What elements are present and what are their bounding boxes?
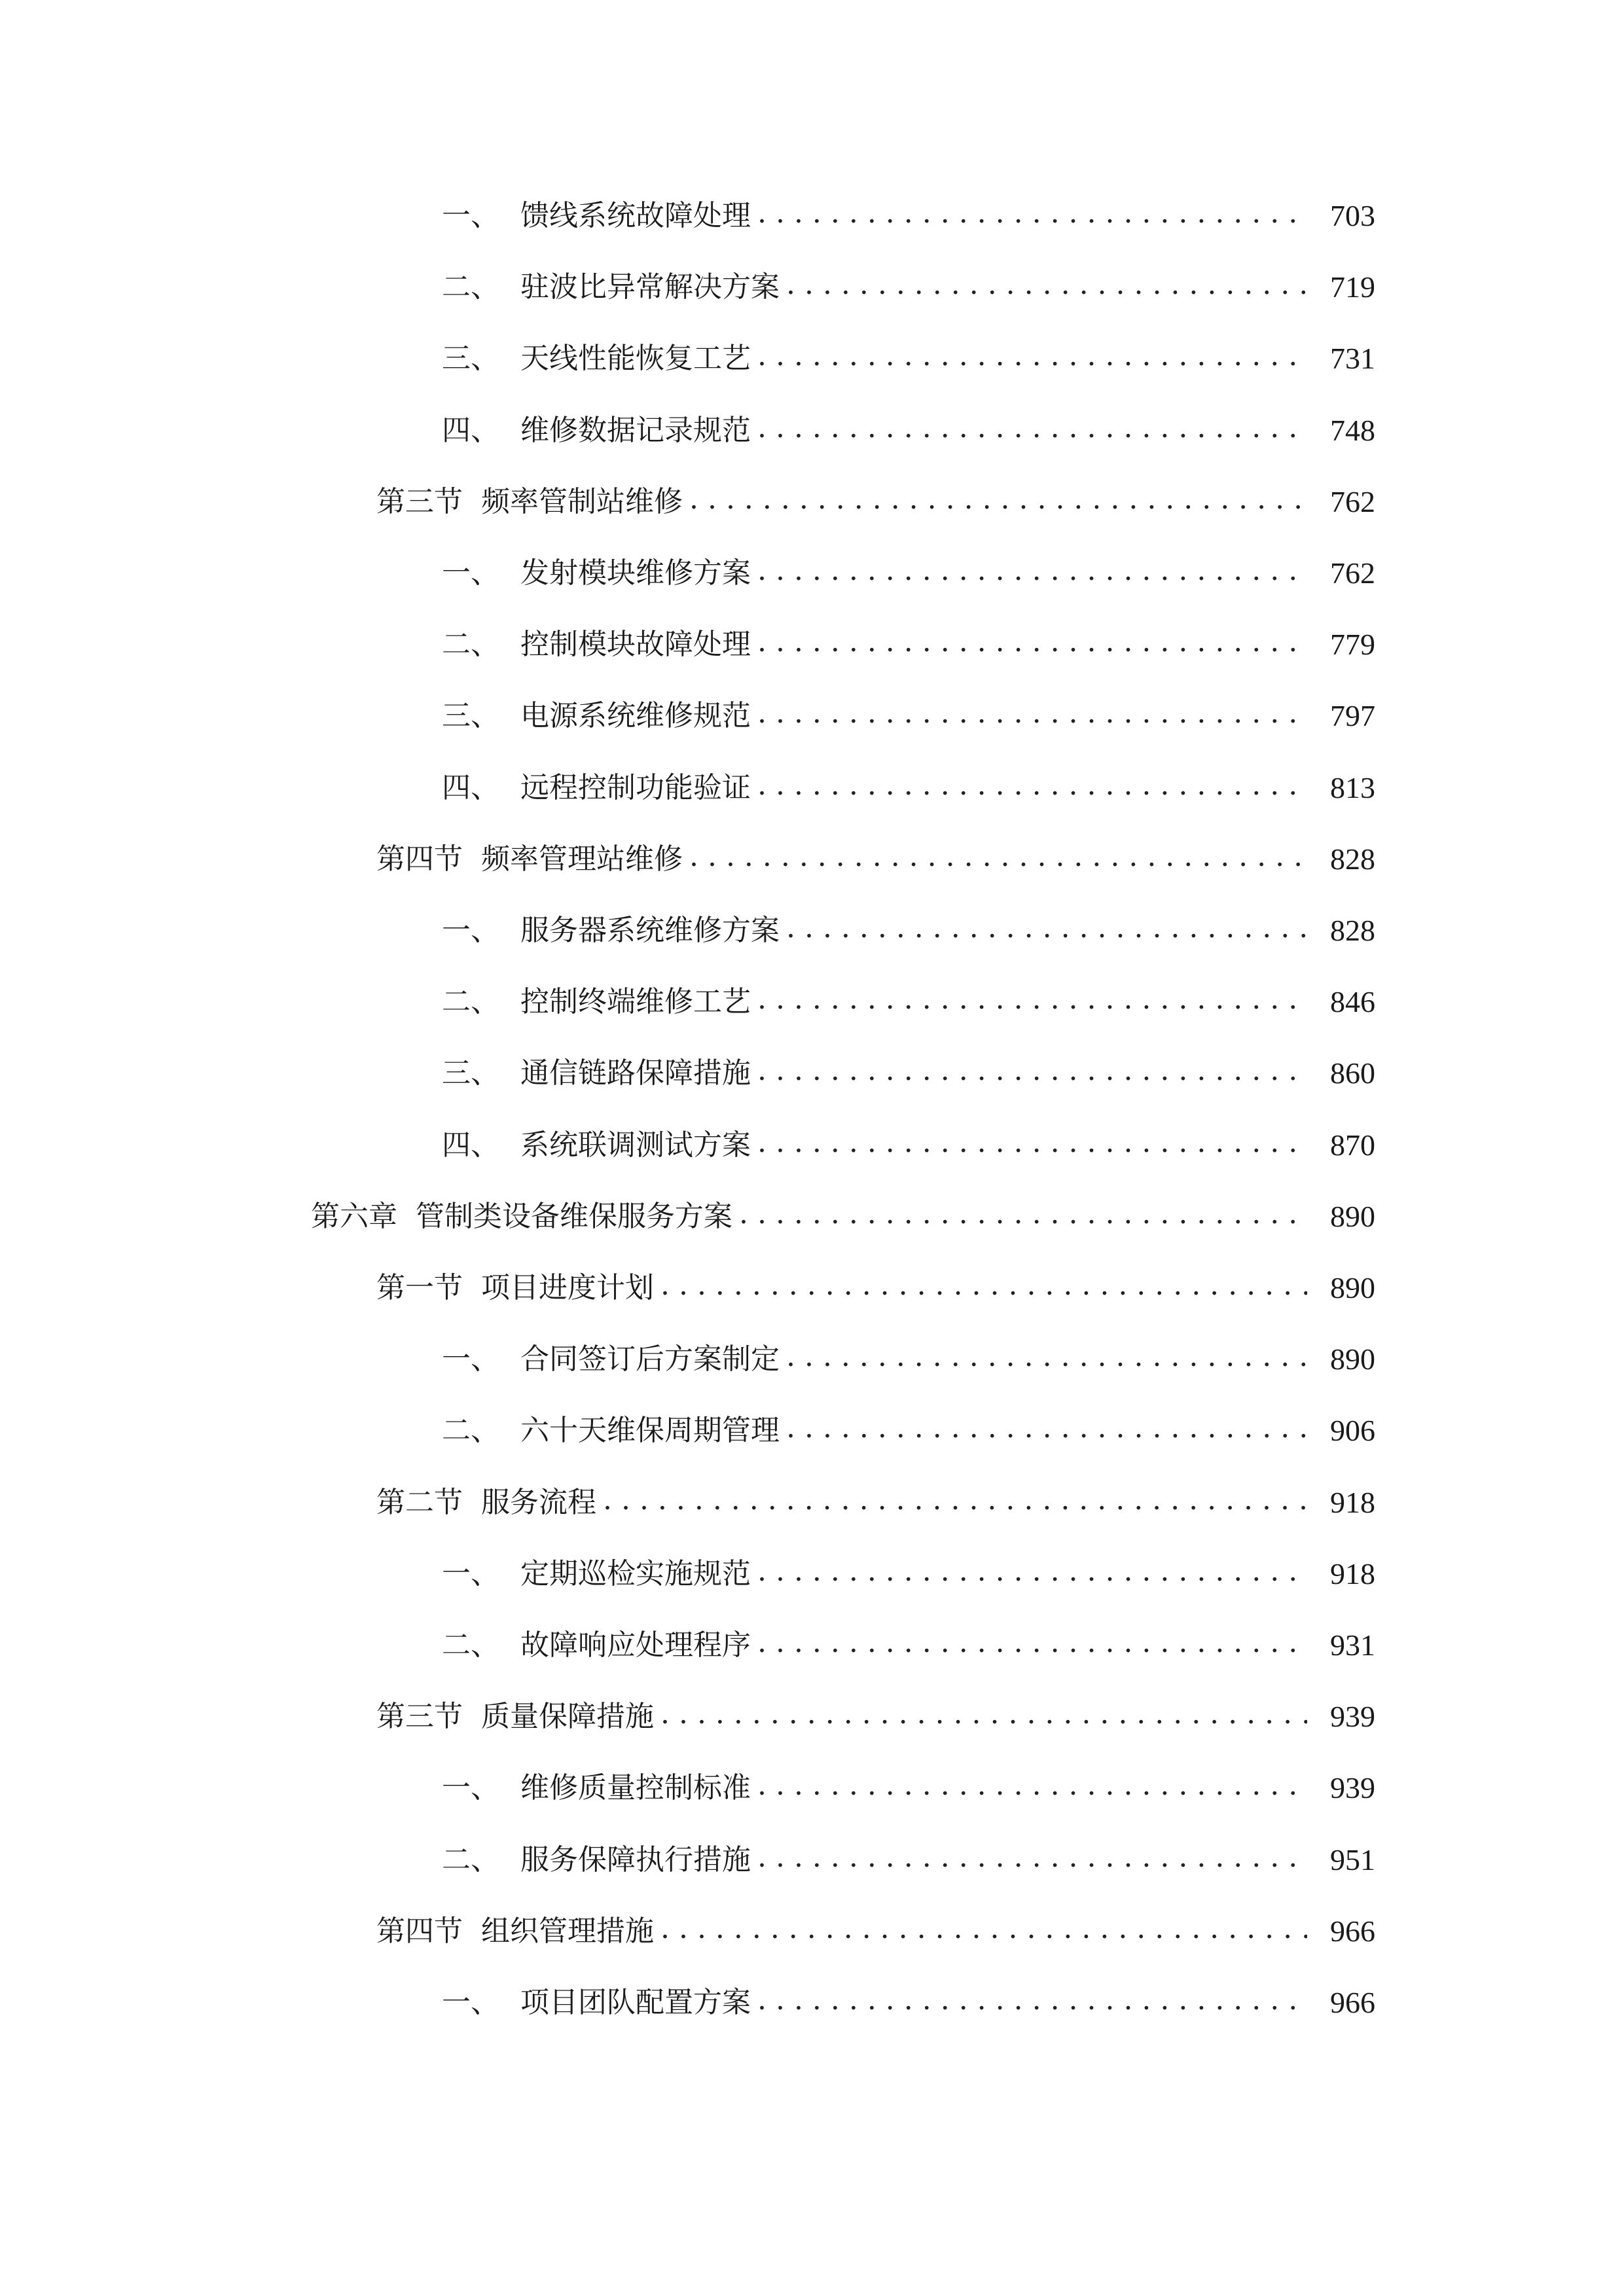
toc-entry-page-number: 797 — [1330, 699, 1375, 732]
toc-entry-page-number: 748 — [1330, 414, 1375, 447]
toc-entry-title: 天线性能恢复工艺 — [520, 342, 751, 375]
toc-entry-item[interactable] — [442, 1626, 1375, 1665]
toc-dot-leader — [757, 1838, 1307, 1877]
toc-entry-item[interactable] — [442, 768, 1375, 808]
toc-entry-title: 定期巡检实施规范 — [520, 1557, 751, 1590]
toc-entry-item[interactable] — [442, 1554, 1375, 1594]
toc-entry-page-number: 951 — [1330, 1843, 1375, 1876]
toc-entry-marker: 二、 — [442, 1414, 499, 1447]
toc-dot-leader — [660, 1266, 1307, 1305]
toc-entry-chapter[interactable] — [311, 1197, 1375, 1236]
toc-entry-item[interactable] — [442, 268, 1375, 307]
toc-entry-item[interactable] — [442, 911, 1375, 950]
toc-entry-marker: 第四节 — [376, 1914, 463, 1948]
toc-entry-page-number: 870 — [1330, 1128, 1375, 1162]
toc-entry-section[interactable] — [376, 1697, 1375, 1736]
toc-entry-item[interactable] — [442, 1840, 1375, 1880]
toc-entry-title: 维修数据记录规范 — [520, 414, 751, 447]
toc-entry-page-number: 703 — [1330, 199, 1375, 232]
toc-dot-leader — [757, 1123, 1307, 1162]
toc-entry-title: 服务保障执行措施 — [520, 1843, 751, 1876]
toc-entry-section[interactable] — [376, 482, 1375, 522]
toc-dot-leader — [689, 837, 1307, 876]
toc-entry-page-number: 762 — [1330, 556, 1375, 590]
toc-entry-marker: 一、 — [442, 199, 499, 232]
toc-entry-title: 故障响应处理程序 — [520, 1628, 751, 1662]
toc-entry-title: 频率管制站维修 — [481, 485, 683, 518]
toc-entry-item[interactable] — [442, 625, 1375, 664]
toc-entry-marker: 二、 — [442, 270, 499, 304]
toc-dot-leader — [689, 480, 1307, 519]
toc-entry-title: 控制模块故障处理 — [520, 628, 751, 661]
toc-dot-leader — [757, 1981, 1307, 2020]
toc-entry-item[interactable] — [442, 339, 1375, 378]
toc-entry-marker: 一、 — [442, 914, 499, 947]
toc-entry-page-number: 890 — [1330, 1200, 1375, 1233]
toc-entry-title: 维修质量控制标准 — [520, 1771, 751, 1804]
toc-entry-marker: 第四节 — [376, 842, 463, 876]
toc-entry-page-number: 779 — [1330, 628, 1375, 661]
toc-entry-marker: 一、 — [442, 1986, 499, 2019]
toc-entry-item[interactable] — [442, 1340, 1375, 1379]
toc-dot-leader — [757, 1623, 1307, 1662]
toc-entry-title: 项目进度计划 — [481, 1271, 654, 1304]
toc-entry-item[interactable] — [442, 1983, 1375, 2022]
toc-entry-item[interactable] — [442, 411, 1375, 450]
toc-entry-marker: 二、 — [442, 628, 499, 661]
toc-entry-marker: 二、 — [442, 1628, 499, 1662]
toc-entry-item[interactable] — [442, 696, 1375, 736]
toc-entry-page-number: 890 — [1330, 1271, 1375, 1304]
toc-dot-leader — [786, 1337, 1307, 1376]
toc-entry-marker: 第三节 — [376, 1700, 463, 1733]
toc-dot-leader — [739, 1194, 1307, 1234]
toc-dot-leader — [660, 1909, 1307, 1948]
toc-entry-page-number: 719 — [1330, 270, 1375, 304]
toc-entry-title: 系统联调测试方案 — [520, 1128, 751, 1162]
toc-entry-page-number: 846 — [1330, 985, 1375, 1018]
toc-entry-title: 远程控制功能验证 — [520, 771, 751, 804]
toc-entry-marker: 四、 — [442, 1128, 499, 1162]
toc-entry-marker: 四、 — [442, 771, 499, 804]
toc-entry-title: 项目团队配置方案 — [520, 1986, 751, 2019]
toc-entry-section[interactable] — [376, 1483, 1375, 1522]
toc-dot-leader — [757, 194, 1307, 233]
toc-dot-leader — [757, 622, 1307, 662]
toc-entry-marker: 一、 — [442, 1771, 499, 1804]
toc-entry-marker: 第二节 — [376, 1486, 463, 1519]
toc-dot-leader — [603, 1480, 1307, 1520]
toc-dot-leader — [757, 980, 1307, 1019]
toc-entry-page-number: 828 — [1330, 842, 1375, 876]
toc-entry-marker: 第三节 — [376, 485, 463, 518]
toc-entry-marker: 二、 — [442, 1843, 499, 1876]
toc-entry-page-number: 890 — [1330, 1342, 1375, 1376]
toc-entry-title: 控制终端维修工艺 — [520, 985, 751, 1018]
toc-entry-marker: 二、 — [442, 985, 499, 1018]
toc-entry-page-number: 939 — [1330, 1771, 1375, 1804]
toc-dot-leader — [660, 1695, 1307, 1734]
toc-entry-page-number: 906 — [1330, 1414, 1375, 1447]
toc-entry-page-number: 939 — [1330, 1700, 1375, 1733]
toc-entry-item[interactable] — [442, 1411, 1375, 1450]
toc-dot-leader — [786, 1408, 1307, 1448]
toc-entry-title: 组织管理措施 — [481, 1914, 654, 1948]
toc-entry-title: 馈线系统故障处理 — [520, 199, 751, 232]
toc-entry-marker: 第一节 — [376, 1271, 463, 1304]
toc-entry-page-number: 966 — [1330, 1914, 1375, 1948]
toc-entry-item[interactable] — [442, 1126, 1375, 1165]
toc-entry-title: 六十天维保周期管理 — [520, 1414, 780, 1447]
toc-entry-marker: 三、 — [442, 1056, 499, 1090]
toc-entry-title: 管制类设备维保服务方案 — [416, 1200, 732, 1233]
toc-entry-page-number: 931 — [1330, 1628, 1375, 1662]
toc-entry-title: 通信链路保障措施 — [520, 1056, 751, 1090]
toc-entry-marker: 一、 — [442, 556, 499, 590]
toc-dot-leader — [757, 551, 1307, 590]
toc-entry-marker: 第六章 — [311, 1200, 397, 1233]
toc-entry-title: 质量保障措施 — [481, 1700, 654, 1733]
toc-entry-section[interactable] — [376, 840, 1375, 879]
toc-entry-title: 服务器系统维修方案 — [520, 914, 780, 947]
toc-entry-title: 频率管理站维修 — [481, 842, 683, 876]
toc-dot-leader — [757, 336, 1307, 376]
toc-entry-page-number: 918 — [1330, 1557, 1375, 1590]
toc-entry-page-number: 918 — [1330, 1486, 1375, 1519]
toc-dot-leader — [757, 408, 1307, 448]
toc-entry-item[interactable] — [442, 982, 1375, 1022]
toc-entry-page-number: 828 — [1330, 914, 1375, 947]
toc-entry-page-number: 762 — [1330, 485, 1375, 518]
toc-dot-leader — [757, 1552, 1307, 1591]
toc-dot-leader — [757, 694, 1307, 733]
toc-entry-marker: 三、 — [442, 342, 499, 375]
toc-dot-leader — [757, 766, 1307, 805]
toc-entry-page-number: 966 — [1330, 1986, 1375, 2019]
toc-dot-leader — [757, 1051, 1307, 1090]
toc-entry-title: 合同签订后方案制定 — [520, 1342, 780, 1376]
toc-entry-page-number: 731 — [1330, 342, 1375, 375]
toc-entry-section[interactable] — [376, 1268, 1375, 1308]
toc-entry-item[interactable] — [442, 1054, 1375, 1093]
toc-entry-page-number: 813 — [1330, 771, 1375, 804]
toc-entry-item[interactable] — [442, 554, 1375, 593]
toc-entry-marker: 四、 — [442, 414, 499, 447]
toc-entry-marker: 一、 — [442, 1342, 499, 1376]
toc-dot-leader — [757, 1766, 1307, 1805]
toc-entry-marker: 一、 — [442, 1557, 499, 1590]
toc-dot-leader — [786, 908, 1307, 948]
toc-entry-item[interactable] — [442, 1768, 1375, 1808]
toc-entry-section[interactable] — [376, 1912, 1375, 1951]
toc-entry-title: 驻波比异常解决方案 — [520, 270, 780, 304]
toc-entry-title: 发射模块维修方案 — [520, 556, 751, 590]
toc-entry-page-number: 860 — [1330, 1056, 1375, 1090]
toc-dot-leader — [786, 265, 1307, 304]
toc-entry-marker: 三、 — [442, 699, 499, 732]
toc-entry-item[interactable] — [442, 196, 1375, 236]
toc-entry-title: 电源系统维修规范 — [520, 699, 751, 732]
toc-entry-title: 服务流程 — [481, 1486, 596, 1519]
